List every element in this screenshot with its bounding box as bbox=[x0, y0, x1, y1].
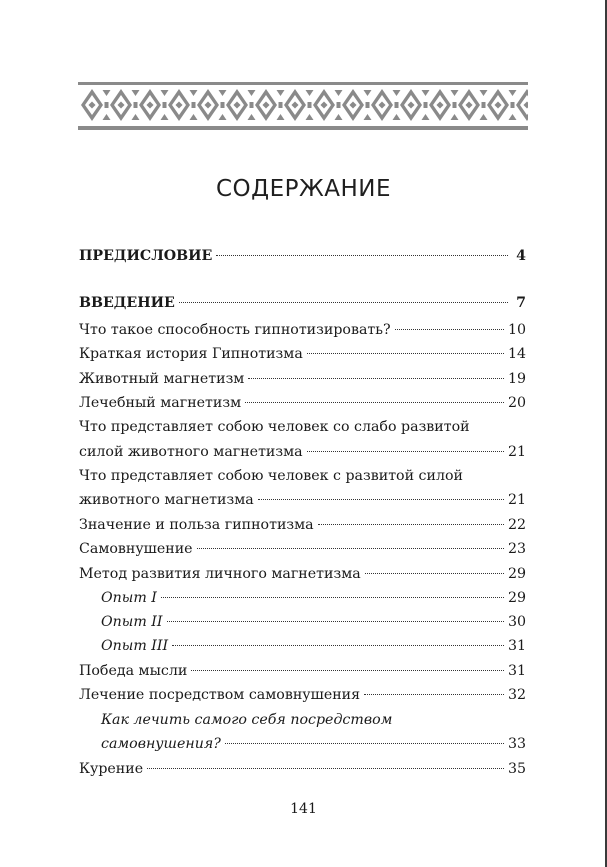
toc-page: 33 bbox=[507, 736, 526, 752]
ornament-dot bbox=[204, 101, 211, 108]
toc-label: Курение bbox=[79, 761, 144, 777]
toc-label: Значение и польза гипнотизма bbox=[79, 517, 314, 533]
toc-page: 30 bbox=[507, 614, 526, 630]
dot-leader bbox=[191, 670, 504, 671]
toc-label: Опыт I bbox=[101, 590, 157, 606]
toc-label: Животный магнетизм bbox=[79, 371, 245, 387]
toc-subentry[interactable] bbox=[101, 610, 526, 634]
ornament-bottom-rule bbox=[78, 126, 528, 130]
toc-entry-introduction[interactable] bbox=[79, 291, 526, 315]
toc-entry[interactable] bbox=[79, 659, 526, 683]
ornament-chevron bbox=[190, 90, 198, 120]
toc-label: Самовнушение bbox=[79, 541, 193, 557]
toc-page: 7 bbox=[516, 295, 526, 311]
toc-label-line1: Что представляет собою человек с развитой силой bbox=[79, 468, 463, 484]
toc-label: Что такое способность гипнотизировать? bbox=[79, 322, 391, 338]
dot-leader bbox=[216, 255, 508, 256]
dot-leader bbox=[318, 524, 504, 525]
toc-page: 22 bbox=[507, 517, 526, 533]
toc-page: 10 bbox=[507, 322, 526, 338]
toc-page: 21 bbox=[507, 444, 526, 460]
dot-leader bbox=[172, 645, 504, 646]
page-number: 141 bbox=[290, 801, 317, 817]
ornament-dot bbox=[494, 101, 501, 108]
toc-subentry[interactable] bbox=[101, 732, 526, 756]
toc-page: 23 bbox=[507, 541, 526, 557]
toc-label: ПРЕДИСЛОВИЕ bbox=[79, 248, 213, 264]
ornament-chevron bbox=[393, 90, 401, 120]
ornament-dot bbox=[523, 101, 528, 108]
toc-entry[interactable] bbox=[79, 562, 526, 586]
toc-label-line1: Как лечить самого себя посредством bbox=[101, 712, 393, 728]
toc-label: самовнушения? bbox=[101, 736, 221, 752]
toc-label: Лечебный магнетизм bbox=[79, 395, 242, 411]
ornament-dot bbox=[262, 101, 269, 108]
ornament-motifs bbox=[81, 89, 528, 121]
ornament-dot bbox=[378, 101, 385, 108]
ornament-dot bbox=[117, 101, 124, 108]
ornament-dot bbox=[291, 101, 298, 108]
ornament-chevron bbox=[306, 90, 314, 120]
ornament-chevron bbox=[335, 90, 343, 120]
toc-page: 19 bbox=[507, 371, 526, 387]
ornament-chevron bbox=[364, 90, 372, 120]
ornament-chevron bbox=[103, 90, 111, 120]
dot-leader bbox=[365, 573, 504, 574]
toc-label: Метод развития личного магнетизма bbox=[79, 566, 361, 582]
toc-page: 31 bbox=[507, 638, 526, 654]
dot-leader bbox=[248, 378, 504, 379]
toc-entry[interactable] bbox=[79, 488, 526, 512]
toc-entry[interactable] bbox=[79, 367, 526, 391]
toc-entry[interactable] bbox=[79, 440, 526, 464]
ornament-chevron bbox=[219, 90, 227, 120]
dot-leader bbox=[258, 499, 504, 500]
dot-leader bbox=[307, 451, 504, 452]
toc-page: 21 bbox=[507, 492, 526, 508]
toc-page: 29 bbox=[507, 566, 526, 582]
toc-page: 20 bbox=[507, 395, 526, 411]
toc-label: Краткая история Гипнотизма bbox=[79, 346, 303, 362]
toc-label: Опыт III bbox=[101, 638, 169, 654]
toc-page: 4 bbox=[516, 248, 526, 264]
ornament-chevron bbox=[509, 90, 517, 120]
ornament-dot bbox=[349, 101, 356, 108]
dot-leader bbox=[225, 743, 504, 744]
ornament-dot bbox=[146, 101, 153, 108]
toc-label: Лечение посредством самовнушения bbox=[79, 687, 361, 703]
toc-subentry[interactable] bbox=[101, 586, 526, 610]
ornament-band bbox=[78, 82, 528, 130]
toc-entry[interactable] bbox=[79, 537, 526, 561]
toc-label: животного магнетизма bbox=[79, 492, 254, 508]
ornament-chevron bbox=[422, 90, 430, 120]
toc-entry[interactable] bbox=[79, 513, 526, 537]
ornament-chevron bbox=[248, 90, 256, 120]
ornament-chevron bbox=[277, 90, 285, 120]
ornament-dot bbox=[88, 101, 95, 108]
ornament-top-rule bbox=[78, 82, 528, 85]
toc-page: 29 bbox=[507, 590, 526, 606]
dot-leader bbox=[395, 329, 504, 330]
ornament-chevron bbox=[451, 90, 459, 120]
dot-leader bbox=[307, 353, 504, 354]
toc-entry[interactable] bbox=[79, 342, 526, 366]
toc-subentry[interactable] bbox=[101, 634, 526, 658]
toc-entry[interactable] bbox=[79, 391, 526, 415]
toc-entry[interactable] bbox=[79, 318, 526, 342]
toc-entry[interactable] bbox=[79, 683, 526, 707]
ornament-dot bbox=[320, 101, 327, 108]
toc-page: 32 bbox=[507, 687, 526, 703]
dot-leader bbox=[364, 694, 504, 695]
ornament-chevron bbox=[161, 90, 169, 120]
ornament-dot bbox=[233, 101, 240, 108]
toc-label: Победа мысли bbox=[79, 663, 188, 679]
dot-leader bbox=[245, 402, 504, 403]
dot-leader bbox=[179, 302, 508, 303]
dot-leader bbox=[197, 548, 504, 549]
ornament-dot bbox=[465, 101, 472, 108]
toc-page: 35 bbox=[507, 761, 526, 777]
toc-label: ВВЕДЕНИЕ bbox=[79, 295, 175, 311]
ornament-chevron bbox=[132, 90, 140, 120]
toc-label-line1: Что представляет собою человек со слабо развитой bbox=[79, 419, 470, 435]
toc-label: Опыт II bbox=[101, 614, 163, 630]
dot-leader bbox=[167, 621, 504, 622]
toc-entry-preface[interactable] bbox=[79, 244, 526, 268]
toc-label: силой животного магнетизма bbox=[79, 444, 303, 460]
toc-page: 14 bbox=[507, 346, 526, 362]
dot-leader bbox=[147, 768, 504, 769]
ornament-dot bbox=[436, 101, 443, 108]
toc-entry[interactable] bbox=[79, 757, 526, 781]
ornament-chevron bbox=[480, 90, 488, 120]
ornament-dot bbox=[175, 101, 182, 108]
toc-page: 31 bbox=[507, 663, 526, 679]
ornament-dot bbox=[407, 101, 414, 108]
dot-leader bbox=[161, 597, 504, 598]
page-title: СОДЕРЖАНИЕ bbox=[215, 176, 392, 202]
